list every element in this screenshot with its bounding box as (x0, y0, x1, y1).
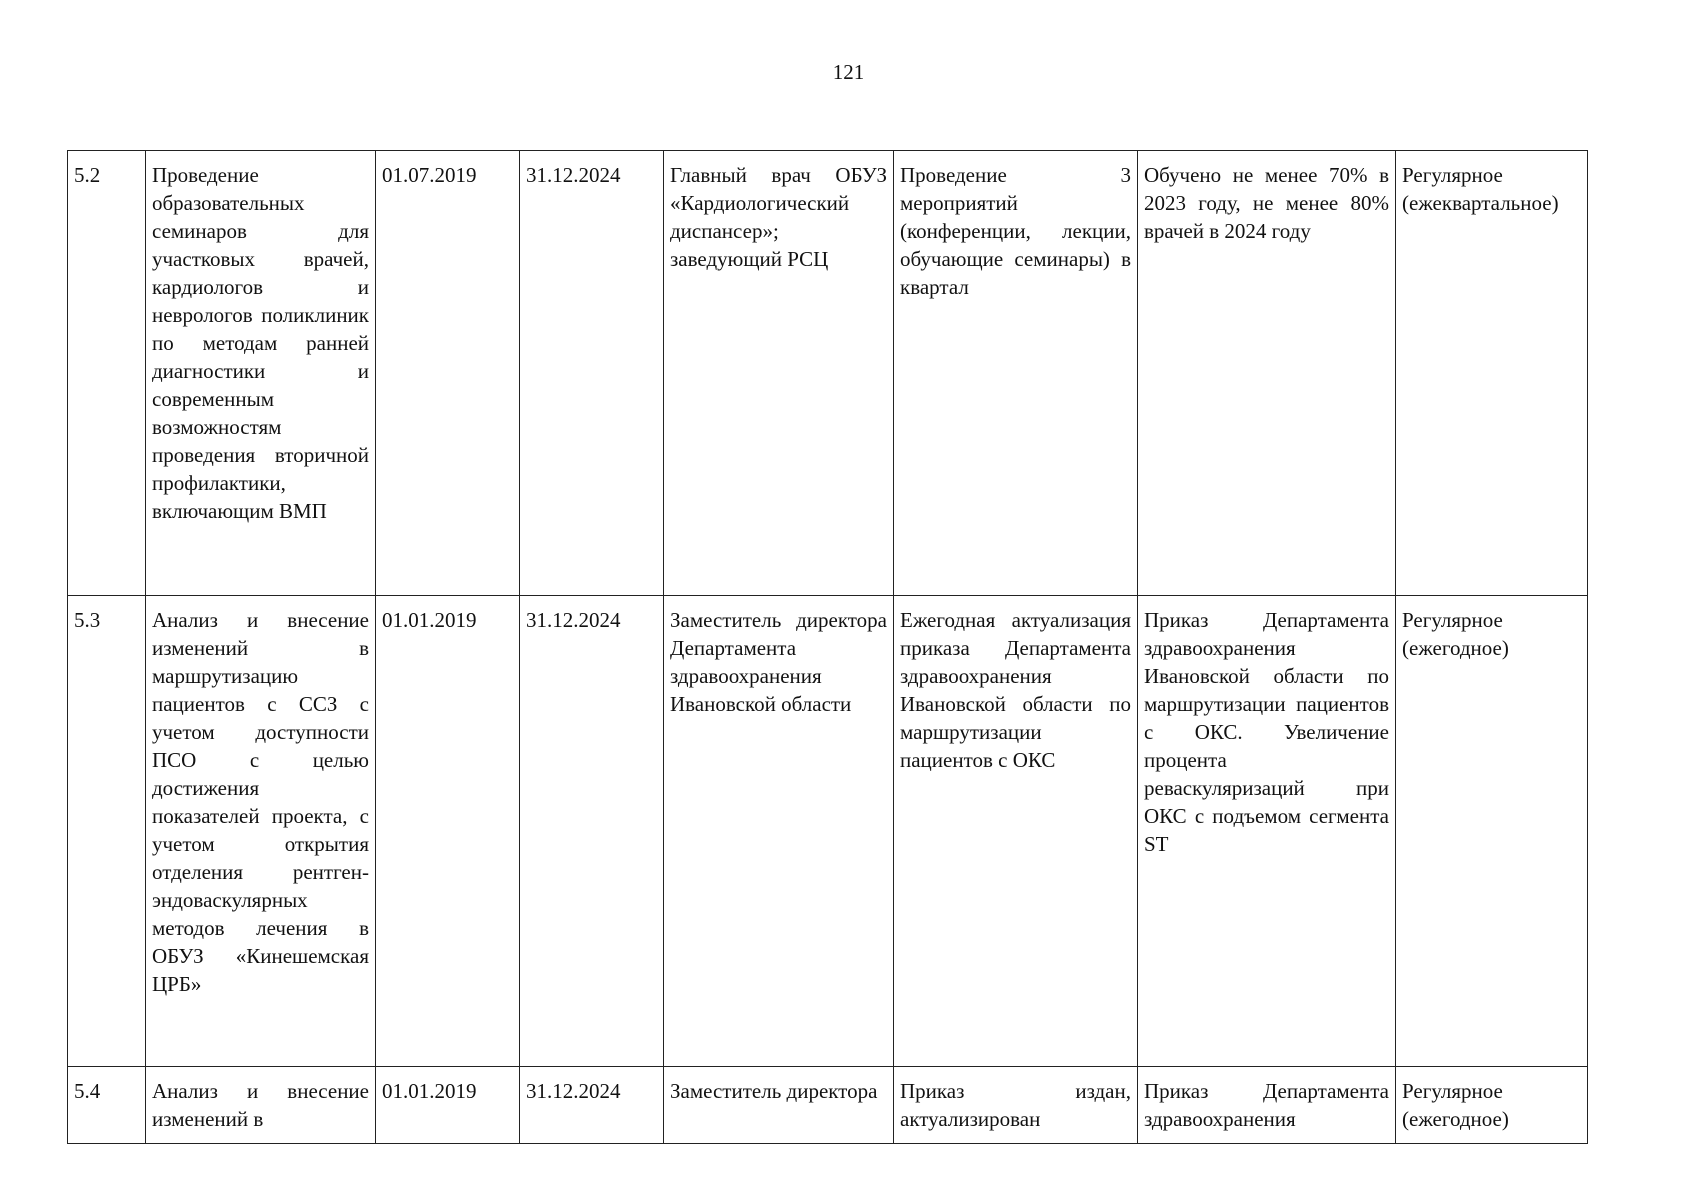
responsible-person: Заместитель директора Департамента здравоохранения Ивановской области (664, 596, 894, 1067)
responsible-person: Главный врач ОБУЗ «Кардиологический диспансер»; заведующий РСЦ (664, 151, 894, 596)
activity-name: Проведение образовательных семинаров для участковых врачей, кардиологов и неврологов поликлиник по методам ранней диагностики и современным возможностям проведения вторичной профилактики, включающим ВМП (146, 151, 376, 596)
row-number: 5.4 (68, 1067, 146, 1144)
table-row (68, 596, 1588, 1067)
activity-description: Ежегодная актуализация приказа Департамента здравоохранения Ивановской области по маршрутизации пациентов с ОКС (894, 596, 1138, 1067)
table-row (68, 151, 1588, 596)
start-date: 01.01.2019 (376, 1067, 520, 1144)
activity-name: Анализ и внесение изменений в (146, 1067, 376, 1144)
activity-description: Приказ издан, актуализирован (894, 1067, 1138, 1144)
row-number: 5.3 (68, 596, 146, 1067)
activity-type: Регулярное (ежегодное) (1396, 1067, 1588, 1144)
end-date: 31.12.2024 (520, 596, 664, 1067)
expected-result: Приказ Департамента здравоохранения Ивановской области по маршрутизации пациентов с ОКС. Увеличение процента реваскуляризаций при ОКС с подъемом сегмента ST (1138, 596, 1396, 1067)
activity-type: Регулярное (ежегодное) (1396, 596, 1588, 1067)
end-date: 31.12.2024 (520, 1067, 664, 1144)
start-date: 01.01.2019 (376, 596, 520, 1067)
table-row (68, 1067, 1588, 1144)
responsible-person: Заместитель директора (664, 1067, 894, 1144)
row-number: 5.2 (68, 151, 146, 596)
expected-result: Приказ Департамента здравоохранения (1138, 1067, 1396, 1144)
start-date: 01.07.2019 (376, 151, 520, 596)
end-date: 31.12.2024 (520, 151, 664, 596)
activity-name: Анализ и внесение изменений в маршрутизацию пациентов с ССЗ с учетом доступности ПСО с целью достижения показателей проекта, с учетом открытия отделения рентген-эндоваскулярных методов лечения в ОБУЗ «Кинешемская ЦРБ» (146, 596, 376, 1067)
activity-description: Проведение 3 мероприятий (конференции, лекции, обучающие семинары) в квартал (894, 151, 1138, 596)
expected-result: Обучено не менее 70% в 2023 году, не менее 80% врачей в 2024 году (1138, 151, 1396, 596)
activity-type: Регулярное (ежеквартальное) (1396, 151, 1588, 596)
page-number: 121 (832, 60, 865, 84)
plan-table (67, 150, 1588, 1144)
